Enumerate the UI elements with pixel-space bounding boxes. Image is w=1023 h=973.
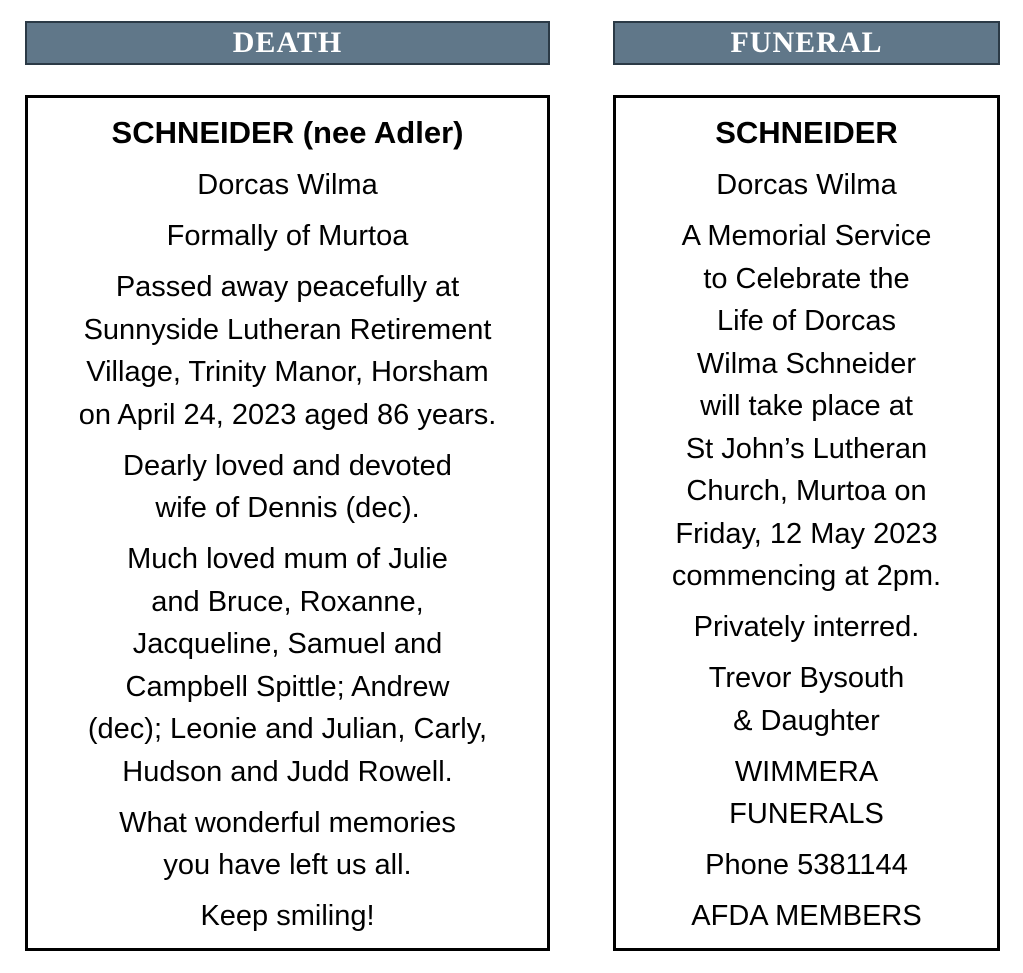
funeral-notice: [613, 95, 1000, 951]
funeral-notice-given-names: Dorcas Wilma: [716, 169, 897, 201]
death-header-label: DEATH: [232, 26, 343, 59]
death-section-header: [25, 21, 550, 65]
funeral-notice-name: SCHNEIDER: [715, 115, 898, 150]
funeral-notice-director: Trevor Bysouth & Daughter: [708, 662, 905, 737]
death-notice-family: Much loved mum of Julie and Bruce, Roxanne, Jacqueline, Samuel and Campbell Spittle; Andrew (dec); Leonie and Julian, Carly, Hudson and Judd Rowell.: [87, 543, 488, 788]
death-notice-given-names: Dorcas Wilma: [197, 169, 378, 201]
funeral-notice-service-details: A Memorial Service to Celebrate the Life of Dorcas Wilma Schneider will take place at St John’s Lutheran Church, Murtoa on Friday, 12 May 2023 commencing at 2pm.: [671, 220, 942, 592]
funeral-section-header: [613, 21, 1000, 65]
funeral-notice-membership: AFDA MEMBERS: [691, 900, 922, 932]
death-notice-passing-details: Passed away peacefully at Sunnyside Lutheran Retirement Village, Trinity Manor, Horsham on April 24, 2023 aged 86 years.: [78, 271, 497, 431]
death-notice-name: SCHNEIDER (nee Adler): [111, 115, 464, 150]
funeral-header-label: FUNERAL: [730, 26, 883, 59]
funeral-notice-phone: Phone 5381144: [705, 849, 908, 881]
funeral-notice-company: WIMMERA FUNERALS: [729, 755, 884, 830]
death-notice-memories: What wonderful memories you have left us all.: [119, 806, 456, 881]
funeral-notice-interment: Privately interred.: [693, 611, 920, 643]
death-notice-spouse: Dearly loved and devoted wife of Dennis (dec).: [123, 449, 452, 524]
death-notice-origin: Formally of Murtoa: [166, 220, 409, 252]
death-notice-closing: Keep smiling!: [200, 900, 375, 932]
death-notice: [25, 95, 550, 951]
